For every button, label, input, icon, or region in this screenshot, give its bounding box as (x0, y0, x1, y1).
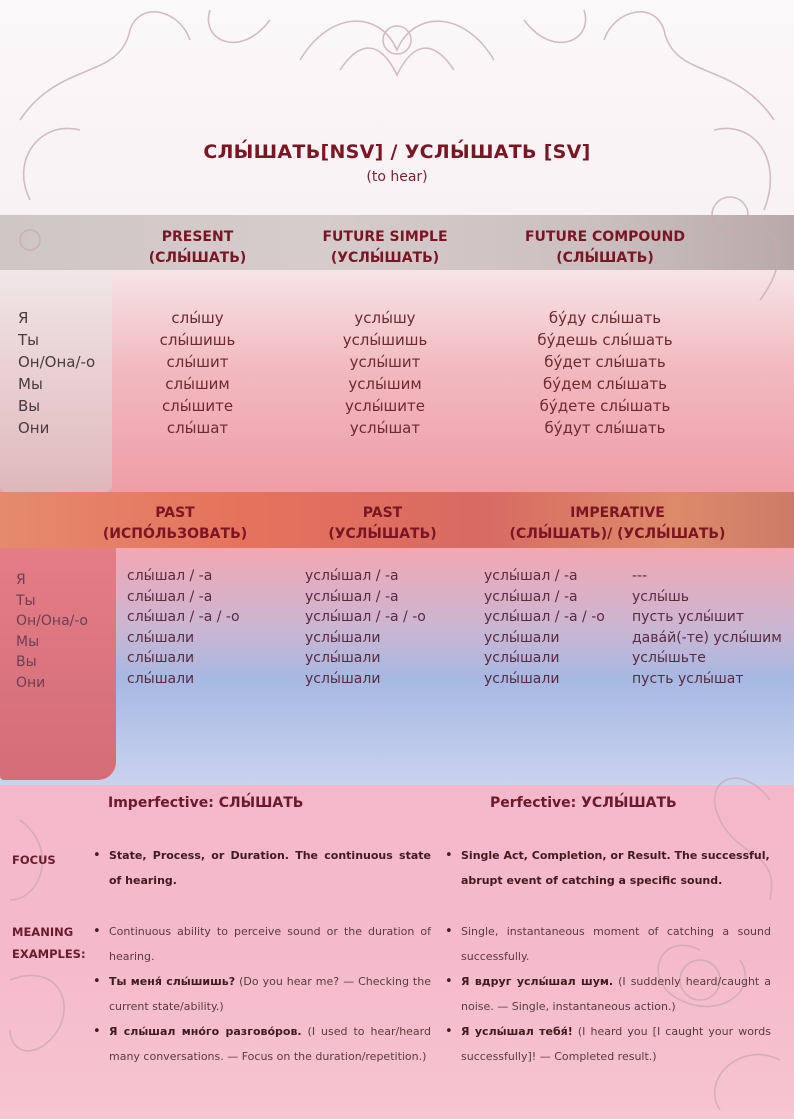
conjugation-cell: пусть услы́шит (632, 609, 745, 625)
conjugation-cell: услы́шите (345, 397, 425, 415)
imperfective-heading: Imperfective: СЛЫ́ШАТЬ (108, 795, 304, 811)
pronoun: Он/Она/-о (18, 353, 96, 371)
perfective-heading: Perfective: УСЛЫ́ШАТЬ (490, 795, 677, 811)
list-item (93, 843, 431, 893)
imperfective-focus-list (93, 843, 431, 893)
pronoun: Я (18, 309, 29, 327)
header-present (120, 227, 275, 269)
bullet-icon: • (93, 974, 101, 989)
header-past-sv-label: PAST (362, 505, 403, 521)
conjugation-cell: слы́шал / -а (127, 568, 213, 584)
pronoun: Они (18, 419, 50, 437)
header-present-verb: (СЛЫ́ШАТЬ) (148, 250, 247, 266)
conjugation-cell: бу́ду слы́шать (548, 309, 662, 327)
header-imperative-verb: (СЛЫ́ШАТЬ)/ (УСЛЫ́ШАТЬ) (509, 526, 726, 542)
conjugation-cell: слы́шали (127, 650, 195, 666)
page-title: СЛЫ́ШАТЬ[NSV] / УСЛЫ́ШАТЬ [SV] (203, 141, 591, 163)
meaning-label-line-1: MEANING (12, 925, 74, 939)
conjugation-cell: слы́шали (127, 670, 195, 687)
conjugation-cell: услы́шит (349, 353, 421, 371)
pronoun: Они (16, 674, 46, 691)
conjugation-cell: бу́дет слы́шать (544, 353, 666, 371)
conjugation-cell: слы́шит (166, 353, 229, 371)
conjugation-cell: услы́шали (305, 629, 381, 646)
pronoun: Он/Она/-о (16, 613, 88, 629)
header-past-nsv-verb: (ИСПО́ЛЬЗОВАТЬ) (102, 526, 248, 542)
meaning-label (12, 921, 86, 965)
conjugation-cell: услы́шали (484, 670, 560, 687)
conjugation-cell: услы́шали (484, 629, 560, 646)
header-past-nsv (95, 503, 255, 545)
example-text: Single, instantaneous moment of catching a sound successfully. (461, 925, 771, 963)
present-column (120, 307, 275, 439)
bullet-icon: • (93, 1024, 101, 1039)
conjugation-cell: бу́дешь слы́шать (537, 331, 673, 349)
conjugation-cell: услы́шал / -а / -о (484, 609, 605, 625)
header-past-sv (300, 503, 465, 545)
bullet-icon: • (93, 848, 101, 863)
list-item (445, 843, 771, 893)
focus-text: State, Process, or Duration. The continuous state of hearing. (109, 849, 431, 887)
conjugation-cell: услы́шат (349, 419, 421, 437)
conjugation-cell: услы́шал / -а (305, 568, 399, 584)
pronoun-list-2 (16, 570, 116, 693)
bullet-icon: • (445, 1024, 453, 1039)
list-item (445, 1019, 771, 1069)
pronoun: Вы (16, 654, 37, 670)
list-item (445, 969, 771, 1019)
pronoun: Я (16, 572, 26, 588)
conjugation-cell: слы́шал / -а (127, 588, 213, 605)
past-sv-column (305, 566, 475, 689)
conjugation-cell: --- (632, 568, 648, 584)
list-item (93, 1019, 431, 1069)
bullet-icon: • (445, 848, 453, 863)
header-past-sv-verb: (УСЛЫ́ШАТЬ) (328, 526, 437, 542)
pronoun-list-1 (18, 307, 118, 439)
pronoun: Мы (18, 375, 43, 393)
conjugation-cell: бу́дете слы́шать (539, 397, 671, 415)
conjugation-cell: дава́й(-те) услы́шим (632, 629, 782, 646)
conjugation-cell: слы́шите (161, 397, 234, 415)
conjugation-cell: услы́шал / -а (484, 588, 578, 605)
past-nsv-column (127, 566, 297, 689)
conjugation-cell: услы́шали (305, 670, 381, 687)
list-item (445, 919, 771, 969)
header-imperative (495, 503, 740, 545)
header-present-label: PRESENT (161, 229, 234, 245)
example-russian: Ты меня́ слы́шишь? (109, 975, 236, 988)
conjugation-cell: слы́шим (165, 375, 230, 393)
pronoun: Ты (18, 331, 40, 349)
conjugation-cell: услы́шьте (632, 650, 706, 666)
focus-label: FOCUS (12, 853, 56, 867)
example-translation: (I suddenly heard/caught a noise. — Single, instantaneous action.) (461, 975, 771, 1013)
example-russian: Я услы́шал тебя́! (461, 1025, 573, 1038)
list-item (93, 969, 431, 1019)
conjugation-cell: бу́дем слы́шать (543, 375, 667, 393)
conjugation-cell: услы́шу (354, 309, 416, 327)
bullet-icon: • (445, 924, 453, 939)
conjugation-cell: слы́шали (127, 629, 195, 646)
conjugation-cell: слы́шу (171, 309, 224, 327)
imperative-column (632, 566, 792, 689)
meaning-label-line-2: EXAMPLES: (12, 947, 86, 961)
conjugation-cell: слы́шишь (159, 331, 236, 349)
perfective-focus-list (445, 843, 771, 893)
conjugation-cell: пусть услы́шат (632, 670, 744, 687)
bullet-icon: • (93, 924, 101, 939)
header-future-compound (515, 227, 695, 269)
conjugation-cell: слы́шал / -а / -о (127, 609, 240, 625)
imperfective-examples-list (93, 919, 431, 1069)
header-imperative-label: IMPERATIVE (570, 505, 665, 521)
conjugation-cell: услы́шим (348, 375, 422, 393)
header-future-simple-label: FUTURE SIMPLE (322, 229, 448, 245)
example-translation: (Do you hear me? — Checking the current state/ability.) (109, 975, 431, 1013)
conjugation-cell: слы́шат (166, 419, 229, 437)
pronoun: Ты (16, 592, 36, 609)
example-translation: (I heard you [I caught your words successfully]! — Completed result.) (461, 1025, 771, 1063)
list-item (93, 919, 431, 969)
future-simple-column (305, 307, 465, 439)
header-future-simple (305, 227, 465, 269)
conjugation-cell: услы́шали (484, 650, 560, 666)
conjugation-cell: услы́шишь (342, 331, 428, 349)
future-compound-column (515, 307, 695, 439)
conjugation-cell: услы́шал / -а (484, 568, 578, 584)
focus-text: Single Act, Completion, or Result. The successful, abrupt event of catching a specific sound. (461, 849, 770, 887)
conjugation-cell: услы́шь (632, 588, 690, 605)
pronoun: Мы (16, 633, 40, 650)
conjugation-cell: услы́шал / -а (305, 588, 399, 605)
header-future-compound-label: FUTURE COMPOUND (524, 229, 686, 245)
header-past-nsv-label: PAST (155, 505, 195, 521)
bullet-icon: • (445, 974, 453, 989)
header-future-simple-verb: (УСЛЫ́ШАТЬ) (330, 250, 440, 266)
example-translation: (I used to hear/heard many conversations. — Focus on the duration/repetition.) (109, 1025, 431, 1063)
example-russian: Я слы́шал мно́го разгово́ров. (109, 1025, 302, 1038)
conjugation-cell: бу́дут слы́шать (544, 419, 666, 437)
conjugation-cell: услы́шал / -а / -о (305, 609, 426, 625)
page-subtitle: (to hear) (366, 169, 428, 185)
pronoun: Вы (18, 397, 41, 415)
perfective-examples-list (445, 919, 771, 1069)
example-text: Continuous ability to perceive sound or the duration of hearing. (109, 925, 431, 963)
conjugation-cell: услы́шали (305, 650, 381, 666)
header-future-compound-verb: (СЛЫ́ШАТЬ) (556, 250, 654, 266)
past-sv-column-2 (484, 566, 624, 689)
example-russian: Я вдруг услы́шал шум. (461, 975, 614, 988)
